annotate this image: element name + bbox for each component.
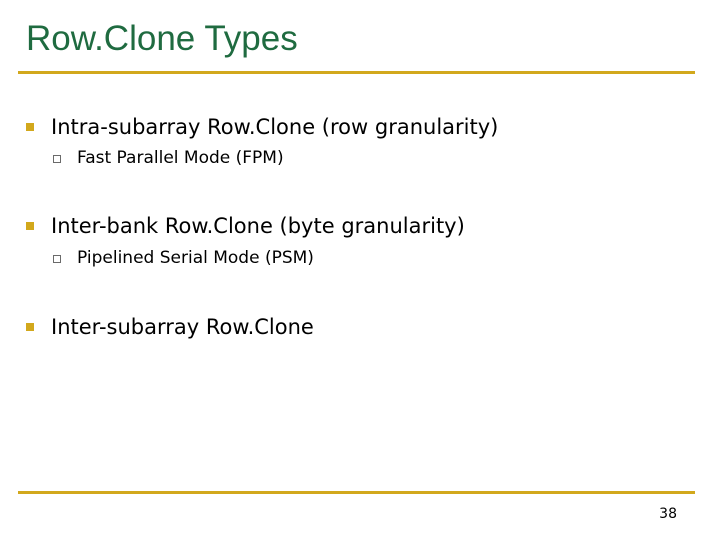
bullet-inter-bank (26, 212, 465, 240)
page-number: 38 (659, 506, 677, 522)
sub-bullet-text: Fast Parallel Mode (FPM) (77, 148, 284, 168)
slide-title: Row.Clone Types (26, 19, 298, 58)
bullet-text: Inter-bank Row.Clone (byte granularity) (51, 214, 465, 238)
sub-bullet-box-icon (53, 255, 61, 263)
bullet-intra-subarray (26, 113, 498, 141)
bullet-square-icon (26, 222, 34, 230)
bullet-square-icon (26, 323, 34, 331)
sub-bullet-fpm (53, 146, 284, 170)
bullet-text: Intra-subarray Row.Clone (row granularity) (51, 115, 499, 139)
title-underline (18, 71, 695, 74)
footer-rule (18, 491, 695, 494)
sub-bullet-box-icon (53, 155, 61, 163)
sub-bullet-psm (53, 246, 314, 270)
bullet-text: Inter-subarray Row.Clone (51, 315, 314, 339)
bullet-inter-subarray (26, 313, 314, 341)
sub-bullet-text: Pipelined Serial Mode (PSM) (77, 248, 314, 268)
bullet-square-icon (26, 123, 34, 131)
